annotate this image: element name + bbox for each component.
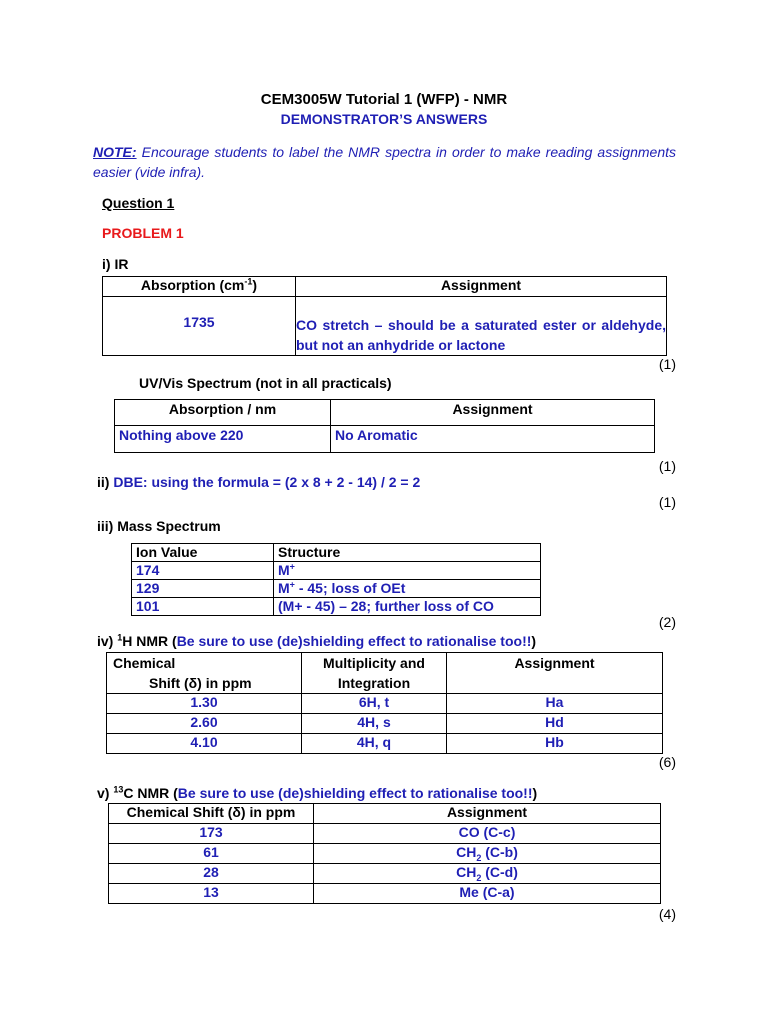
table-row — [107, 694, 663, 714]
ir-assignment: CO stretch – should be a saturated ester or aldehyde, but not an anhydride or lactone — [296, 297, 667, 356]
cnmr-assign: Me (C-a) — [314, 884, 661, 904]
mass-ion: 101 — [132, 598, 274, 616]
mass-table — [131, 543, 541, 616]
cnmr-assign: $CH_2$ (C-b) — [314, 844, 661, 864]
hnmr-table — [106, 652, 663, 754]
table-row — [107, 714, 663, 734]
uv-col-assignment: Assignment — [331, 400, 655, 426]
mass-mark: (2) — [658, 614, 676, 630]
ir-col-assignment: Assignment — [296, 277, 667, 297]
table-row — [132, 598, 541, 616]
hnmr-assign: Ha — [447, 694, 663, 714]
hnmr-col-multiplicity: Multiplicity and Integration — [302, 653, 447, 694]
hnmr-mult: 6H, t — [302, 694, 447, 714]
mass-ion: 174 — [132, 562, 274, 580]
mass-structure: (M+ - 45) – 28; further loss of CO — [274, 598, 541, 616]
cnmr-shift: 173 — [109, 824, 314, 844]
cnmr-shift: 28 — [109, 864, 314, 884]
hnmr-heading: iv) $^1$H NMR (Be sure to use (de)shielding effect to rationalise too!!) — [97, 632, 537, 649]
table-row — [107, 734, 663, 754]
table-row — [109, 864, 661, 884]
ir-value: 1735 — [103, 297, 296, 356]
mass-heading: iii) Mass Spectrum — [97, 518, 221, 534]
uv-mark: (1) — [658, 458, 676, 474]
uv-col-absorption: Absorption / nm — [115, 400, 331, 426]
document-subtitle: DEMONSTRATOR’S ANSWERS — [280, 111, 488, 127]
ir-col-absorption: Absorption $(cm^{-1})$ — [103, 277, 296, 297]
cnmr-shift: 61 — [109, 844, 314, 864]
cnmr-col-shift: Chemical Shift (δ) in ppm — [109, 804, 314, 824]
hnmr-mark: (6) — [658, 754, 676, 770]
ir-heading: i) IR — [102, 256, 129, 272]
hnmr-shift: 1.30 — [107, 694, 302, 714]
uv-table — [114, 399, 655, 453]
note-text: Encourage students to label the NMR spectra in order to make reading assignments easier (vide infra). — [93, 144, 676, 180]
problem-heading: PROBLEM 1 — [102, 225, 184, 241]
hnmr-assign: Hd — [447, 714, 663, 734]
uv-assignment: No Aromatic — [331, 426, 655, 453]
cnmr-heading: v) $^{13}$C NMR (Be sure to use (de)shielding effect to rationalise too!!) — [97, 784, 538, 801]
dbe-line: ii) DBE: using the formula = (2 x 8 + 2 - 14) / 2 = 2 — [97, 474, 421, 490]
table-row — [109, 824, 661, 844]
ir-mark: (1) — [658, 356, 676, 372]
mass-structure: M+ — [274, 562, 541, 580]
cnmr-table — [108, 803, 661, 904]
mass-structure: M+ - 45; loss of OEt — [274, 580, 541, 598]
uv-heading: UV/Vis Spectrum (not in all practicals) — [139, 375, 392, 391]
hnmr-shift: 2.60 — [107, 714, 302, 734]
note-paragraph — [93, 142, 676, 182]
cnmr-note: Be sure to use (de)shielding effect to rationalise too!! — [177, 785, 533, 801]
mass-col-structure: Structure — [274, 544, 541, 562]
cnmr-assign: $CH_2$ (C-d) — [314, 864, 661, 884]
table-row — [132, 580, 541, 598]
ir-table — [102, 276, 667, 356]
mass-col-ion: Ion Value — [132, 544, 274, 562]
cnmr-col-assignment: Assignment — [314, 804, 661, 824]
uv-value: Nothing above 220 — [115, 426, 331, 453]
hnmr-col-assignment: Assignment — [447, 653, 663, 694]
hnmr-col-shift: Chemical Shift (δ) in ppm — [107, 653, 302, 694]
table-row — [132, 562, 541, 580]
hnmr-mult: 4H, s — [302, 714, 447, 734]
hnmr-mult: 4H, q — [302, 734, 447, 754]
table-row — [109, 884, 661, 904]
cnmr-assign: CO (C-c) — [314, 824, 661, 844]
document-title: CEM3005W Tutorial 1 (WFP) - NMR — [260, 91, 508, 108]
cnmr-mark: (4) — [658, 906, 676, 922]
table-row — [109, 844, 661, 864]
dbe-text: DBE: using the formula = (2 x 8 + 2 - 14) / 2 = 2 — [113, 474, 421, 490]
mass-ion: 129 — [132, 580, 274, 598]
question-heading: Question 1 — [102, 195, 175, 211]
dbe-mark: (1) — [658, 494, 676, 510]
hnmr-assign: Hb — [447, 734, 663, 754]
hnmr-note: Be sure to use (de)shielding effect to rationalise too!! — [176, 633, 532, 649]
cnmr-shift: 13 — [109, 884, 314, 904]
note-label: NOTE: — [93, 144, 137, 160]
hnmr-shift: 4.10 — [107, 734, 302, 754]
